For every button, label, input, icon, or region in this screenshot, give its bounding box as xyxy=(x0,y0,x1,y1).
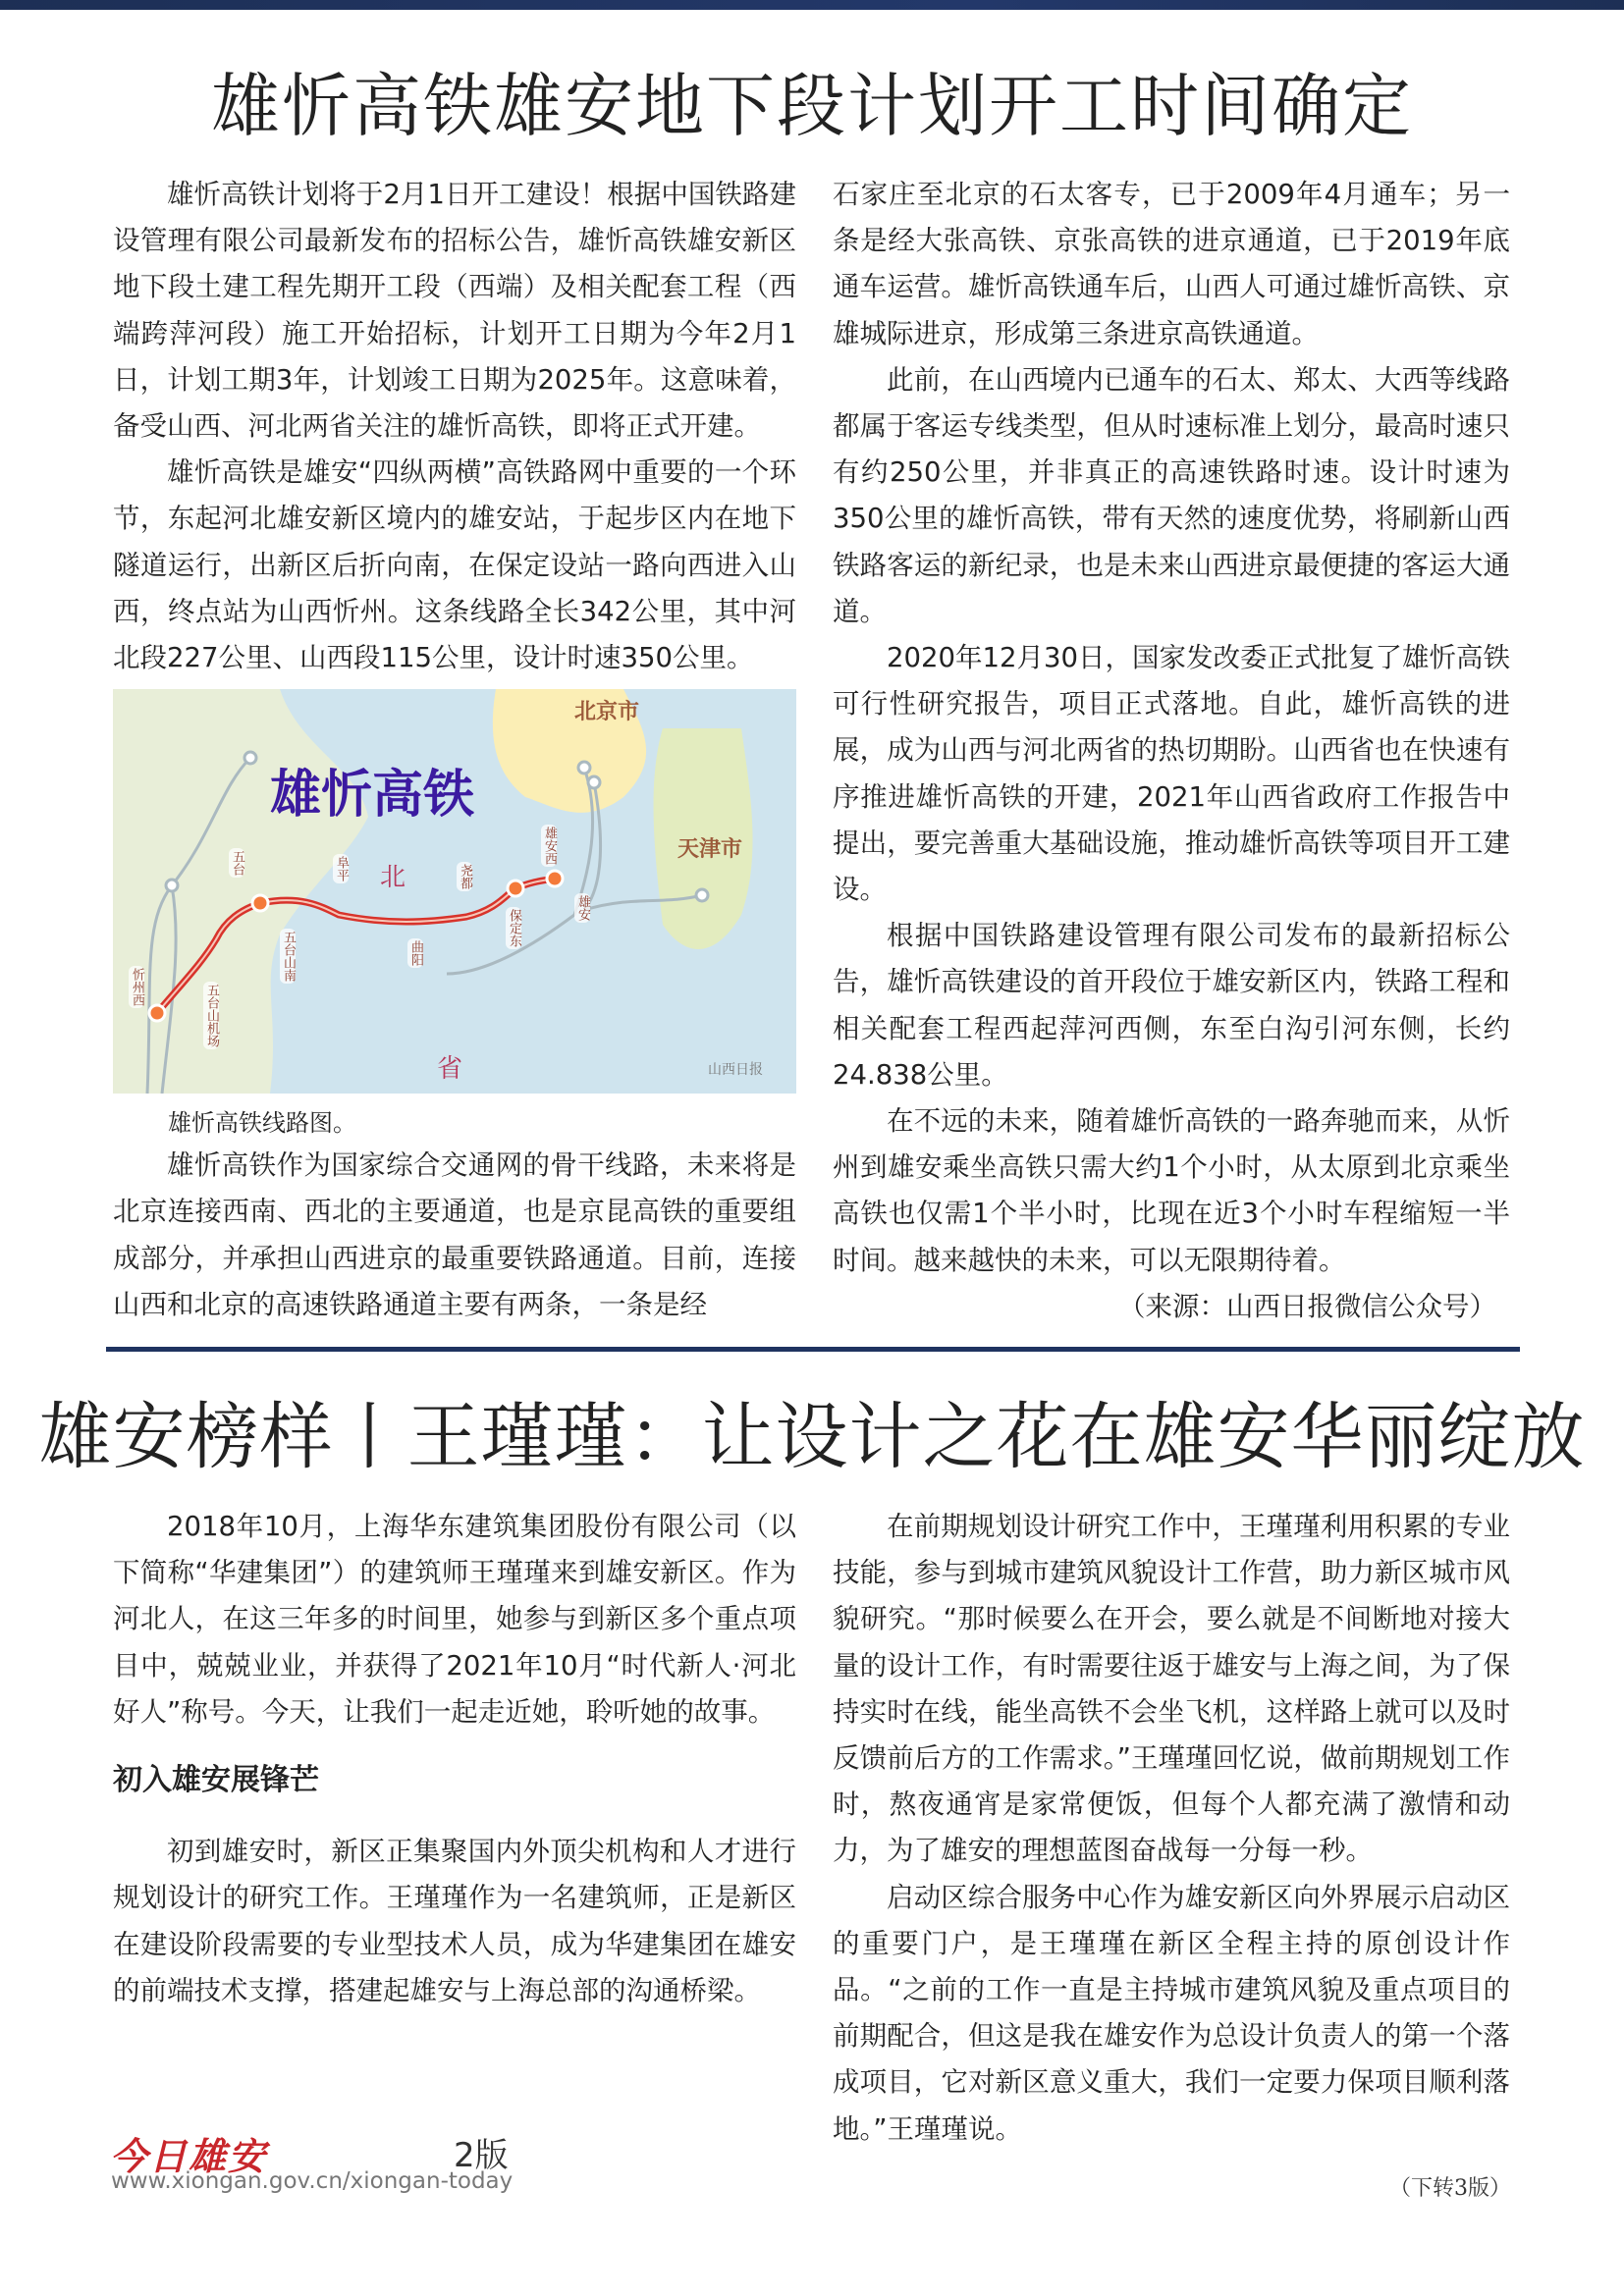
paragraph: 在不远的未来，随着雄忻高铁的一路奔驰而来，从忻州到雄安乘坐高铁只需大约1个小时，从太原到北京乘坐高铁也仅需1个半小时，比现在近3个小时车程缩短一半时间。越来越快的未来，可以无限期待着。 xyxy=(833,1105,1510,1276)
paragraph: 根据中国铁路建设管理有限公司发布的最新招标公告，雄忻高铁建设的首开段位于雄安新区内，铁路工程和相关配套工程西起萍河西侧，东至白沟引河东侧，长约24.838公里。 xyxy=(833,920,1510,1091)
article1-right-column xyxy=(833,172,1510,1330)
station-label: 五台山机场 xyxy=(204,984,219,1048)
station-label: 雄安西 xyxy=(542,827,557,866)
article1-left-column xyxy=(113,172,796,1328)
map-title: 雄忻高铁 xyxy=(270,766,475,826)
subheading: 初入雄安展锋芒 xyxy=(113,1763,319,1798)
source-note: （来源：山西日报微信公众号） xyxy=(1118,1290,1496,1322)
top-bar xyxy=(0,0,1624,10)
section-divider xyxy=(106,1347,1520,1352)
page-number: 2版 xyxy=(454,2136,509,2175)
station-label: 雄安 xyxy=(575,895,590,922)
paragraph: 2020年12月30日，国家发改委正式批复了雄忻高铁可行性研究报告，项目正式落地。自此，雄忻高铁的进展，成为山西与河北两省的热切期盼。山西省也在快速有序推进雄忻高铁的开建，2021年山西省政府工作报告中提出，要完善重大基础设施，推动雄忻高铁等项目开工建设。 xyxy=(833,642,1510,906)
map-region-label: 省 xyxy=(437,1054,463,1085)
station-label: 五台山南 xyxy=(281,931,296,983)
article1-title: 雄忻高铁雄安地下段计划开工时间确定 xyxy=(211,66,1413,146)
paragraph: 2018年10月，上海华东建筑集团股份有限公司（以下简称“华建集团”）的建筑师王瑾瑾来到雄安新区。作为河北人，在这三年多的时间里，她参与到新区多个重点项目中，兢兢业业，并获得了2021年10月“时代新人·河北好人”称号。今天，让我们一起走近她，聆听她的故事。 xyxy=(113,1511,796,1728)
station-label: 保定东 xyxy=(507,909,521,948)
article2-title: 雄安榜样丨王瑾瑾：让设计之花在雄安华丽绽放 xyxy=(38,1395,1586,1479)
map-region-label: 天津市 xyxy=(677,836,743,863)
article2-right-column xyxy=(833,1504,1510,2153)
map-region-label: 北 xyxy=(380,863,406,893)
paragraph: 雄忻高铁是雄安“四纵两横”高铁路网中重要的一个环节，东起河北雄安新区境内的雄安站，于起步区内在地下隧道运行，出新区后折向南，在保定设站一路向西进入山西，终点站为山西忻州。这条线路全长342公里，其中河北段227公里、山西段115公里，设计时速350公里。 xyxy=(113,456,796,674)
article2-left-column xyxy=(113,1504,796,2014)
paragraph: 雄忻高铁作为国家综合交通网的骨干线路，未来将是北京连接西南、西北的主要通道，也是京昆高铁的重要组成部分，并承担山西进京的最重要铁路通道。目前，连接山西和北京的高速铁路通道主要有两条，一条是经 xyxy=(113,1149,796,1320)
newspaper-logo: 今日雄安 xyxy=(110,2134,268,2178)
paragraph: 初到雄安时，新区正集聚国内外顶尖机构和人才进行规划设计的研究工作。王瑾瑾作为一名建筑师，正是新区在建设阶段需要的专业型技术人员，成为华建集团在雄安的前端技术支撑，搭建起雄安与上海总部的沟通桥梁。 xyxy=(113,1836,796,2006)
map-caption: 雄忻高铁线路图。 xyxy=(168,1109,356,1138)
station-label: 曲阳 xyxy=(408,940,423,967)
paragraph: 此前，在山西境内已通车的石太、郑太、大西等线路都属于客运专线类型，但从时速标准上划分，最高时速只有约250公里，并非真正的高速铁路时速。设计时速为350公里的雄忻高铁，带有天然的速度优势，将刷新山西铁路客运的新纪录，也是未来山西进京最便捷的客运大通道。 xyxy=(833,363,1510,627)
paragraph: 石家庄至北京的石太客专，已于2009年4月通车；另一条是经大张高铁、京张高铁的进京通道，已于2019年底通车运营。雄忻高铁通车后，山西人可通过雄忻高铁、京雄城际进京，形成第三条进京高铁通道。 xyxy=(833,179,1510,349)
paragraph: 雄忻高铁计划将于2月1日开工建设！根据中国铁路建设管理有限公司最新发布的招标公告，雄忻高铁雄安新区地下段土建工程先期开工段（西端）及相关配套工程（西端跨萍河段）施工开始招标，计划开工日期为今年2月1日，计划工期3年，计划竣工日期为2025年。这意味着，备受山西、河北两省关注的雄忻高铁，即将正式开建。 xyxy=(113,179,796,443)
station-label: 五台 xyxy=(230,850,244,877)
map-watermark: 山西日报 xyxy=(708,1062,763,1079)
station-label: 忻州西 xyxy=(130,968,144,1007)
paragraph: 在前期规划设计研究工作中，王瑾瑾利用积累的专业技能，参与到城市建筑风貌设计工作营，助力新区城市风貌研究。“那时候要么在开会，要么就是不间断地对接大量的设计工作，有时需要往返于雄安与上海之间，为了保持实时在线，能坐高铁不会坐飞机，这样路上就可以及时反馈前后方的工作需求。”王瑾瑾回忆说，做前期规划工作时，熬夜通宵是家常便饭，但每个人都充满了激情和动力，为了雄安的理想蓝图奋战每一分每一秒。 xyxy=(833,1511,1510,1867)
paragraph: 启动区综合服务中心作为雄安新区向外界展示启动区的重要门户，是王瑾瑾在新区全程主持的原创设计作品。“之前的工作一直是主持城市建筑风貌及重点项目的前期配合，但这是我在雄安作为总设计负责人的第一个落成项目，它对新区意义重大，我们一定要力保项目顺利落地。”王瑾瑾说。 xyxy=(833,1881,1510,2145)
station-label: 阜平 xyxy=(334,856,349,882)
station-label: 尧都 xyxy=(458,864,472,890)
continued-note: （下转3版） xyxy=(1389,2176,1511,2201)
website-url[interactable]: www.xiongan.gov.cn/xiongan-today xyxy=(111,2168,514,2194)
map-region-label: 北京市 xyxy=(574,699,640,725)
route-map xyxy=(113,689,796,1094)
